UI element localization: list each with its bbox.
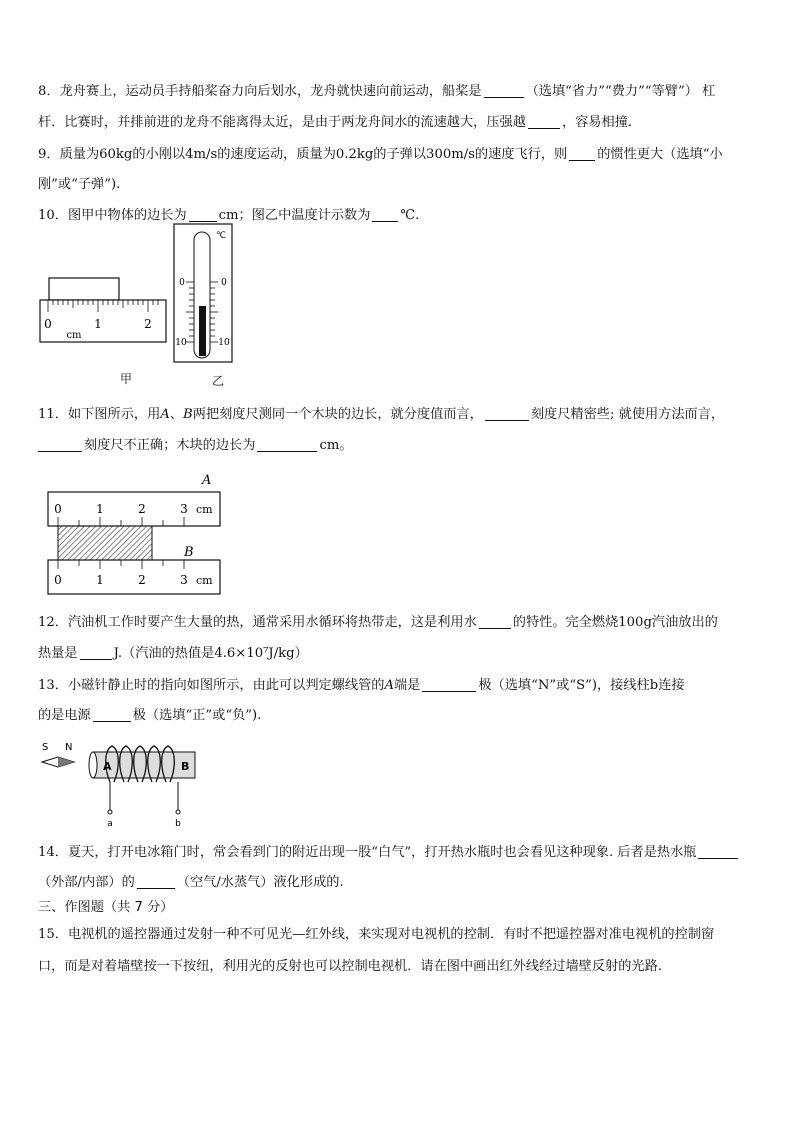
question-11-line-1: 11．如下图所示，用A、B两把刻度尺测同一个木块的边长，就分度值而言， 刻度尺精密些; 就使用方法而言， [38, 407, 725, 422]
answer-blank[interactable] [528, 114, 560, 129]
needle-n-label: N [65, 742, 73, 753]
figure-label-yi: 乙 [212, 374, 225, 388]
question-15-line-2: 口，而是对着墙壁按一下按纽，利用光的反射也可以控制电视机．请在图中画出红外线经过墙壁反射的光路. [38, 959, 663, 974]
wooden-block [58, 526, 152, 560]
figure-label-jia: 甲 [120, 372, 133, 386]
answer-blank[interactable] [479, 614, 511, 629]
ruler-a-tick-label: 0 [54, 502, 62, 516]
thermometer-tick-label: 10 [175, 338, 187, 348]
ruler-a-tick-label: 1 [96, 502, 104, 516]
ruler-b-tick-label: 0 [54, 573, 62, 587]
question-13-line-2: 的是电源 极（选填“正”或“负”). [38, 708, 262, 723]
figure-two-rulers [44, 470, 234, 600]
ruler-b-label: B [184, 545, 194, 560]
answer-blank[interactable] [698, 844, 738, 859]
thermometer-tick-label: 10 [218, 338, 230, 348]
question-9-line-2: 刚”或“子弹”). [38, 177, 121, 192]
thermometer-liquid [199, 306, 206, 356]
compass-needle-n-half [58, 757, 74, 767]
wooden-block [49, 278, 119, 300]
answer-blank[interactable] [569, 146, 595, 161]
answer-blank[interactable] [93, 707, 131, 722]
question-11-line-2: 刻度尺不正确；木块的边长为 cm。 [38, 437, 760, 455]
question-9-line-1: 9．质量为60kg的小刚以4m/s的速度运动，质量为0.2kg的子弹以300m/s的速度飞行，则 的惯性更大（选填“小 [38, 147, 723, 162]
question-14-line-2: （外部/内部）的 （空气/水蒸气）液化形成的. [38, 875, 344, 890]
terminal-b-icon [176, 810, 180, 814]
ruler-b-tick-label: 3 [180, 573, 188, 587]
answer-blank[interactable] [80, 645, 112, 660]
question-8-line-2: 杆．比赛时，并排前进的龙舟不能离得太近，是由于两龙舟间水的流速越大，压强越 ，容易相撞. [38, 115, 633, 130]
answer-blank[interactable] [137, 874, 175, 889]
ruler-tick-label: 2 [144, 317, 152, 331]
needle-s-label: S [42, 742, 49, 753]
answer-blank[interactable] [485, 406, 529, 421]
answer-blank[interactable] [38, 437, 82, 452]
section-heading: 三、作图题（共 7 分） [38, 900, 174, 915]
figure-yi-thermometer [172, 222, 238, 364]
ruler-tick-label: 1 [94, 317, 102, 331]
terminal-a-label: a [107, 819, 113, 829]
answer-blank[interactable] [422, 677, 476, 692]
ruler-b-body [48, 560, 220, 594]
answer-blank[interactable] [257, 437, 317, 452]
question-13-line-1: 13．小磁针静止时的指向如图所示，由此可以判定螺线管的A端是 极（选填“N”或“S”)，接线柱b连接 [38, 678, 685, 693]
question-12-line-1: 12．汽油机工作时要产生大量的热，通常采用水循环将热带走，这是利用水 的特性。完全燃烧100g汽油放出的 [38, 615, 718, 630]
ruler-a-tick-label: 3 [180, 502, 188, 516]
answer-blank[interactable] [189, 207, 217, 222]
figure-solenoid [38, 738, 208, 830]
ruler-tick-label: 0 [44, 317, 52, 331]
ruler-unit: cm [66, 330, 82, 341]
thermometer-tick-label: 0 [179, 278, 185, 288]
ruler-a-body [48, 492, 220, 526]
figure-jia-ruler [38, 270, 170, 350]
answer-blank[interactable] [484, 83, 524, 98]
terminal-a-icon [108, 810, 112, 814]
question-14-line-1: 14．夏天，打开电冰箱门时，常会看到门的附近出现一股“白气”，打开热水瓶时也会看见这种现象. 后者是热水瓶 [38, 844, 760, 862]
coil-end-b-label: B [181, 760, 190, 773]
question-10: 10．图甲中物体的边长为 cm；图乙中温度计示数为 ℃. [38, 208, 420, 223]
question-8-line-1: 8．龙舟赛上，运动员手持船桨奋力向后划水，龙舟就快速向前运动，船桨是 （选填“省力”“费力”“等臂”） 杠 [38, 84, 716, 99]
question-12-line-2: 热量是 J.（汽油的热值是4.6×10⁷J/kg） [38, 646, 308, 661]
ruler-b-unit: cm [196, 574, 213, 587]
ruler-a-tick-label: 2 [138, 502, 146, 516]
ruler-b-tick-label: 2 [138, 573, 146, 587]
answer-blank[interactable] [372, 207, 398, 222]
question-15-line-1: 15．电视机的遥控器通过发射一种不可见光—红外线，来实现对电视机的控制．有时不把遥控器对准电视机的控制窗 [38, 927, 715, 942]
ruler-a-unit: cm [196, 503, 213, 516]
ruler-b-tick-label: 1 [96, 573, 104, 587]
thermometer-unit: ℃ [216, 231, 227, 241]
terminal-b-label: b [175, 819, 181, 829]
solenoid-end [89, 752, 97, 778]
ruler-a-label: A [202, 473, 212, 488]
coil-end-a-label: A [103, 760, 112, 773]
thermometer-tick-label: 0 [221, 278, 227, 288]
